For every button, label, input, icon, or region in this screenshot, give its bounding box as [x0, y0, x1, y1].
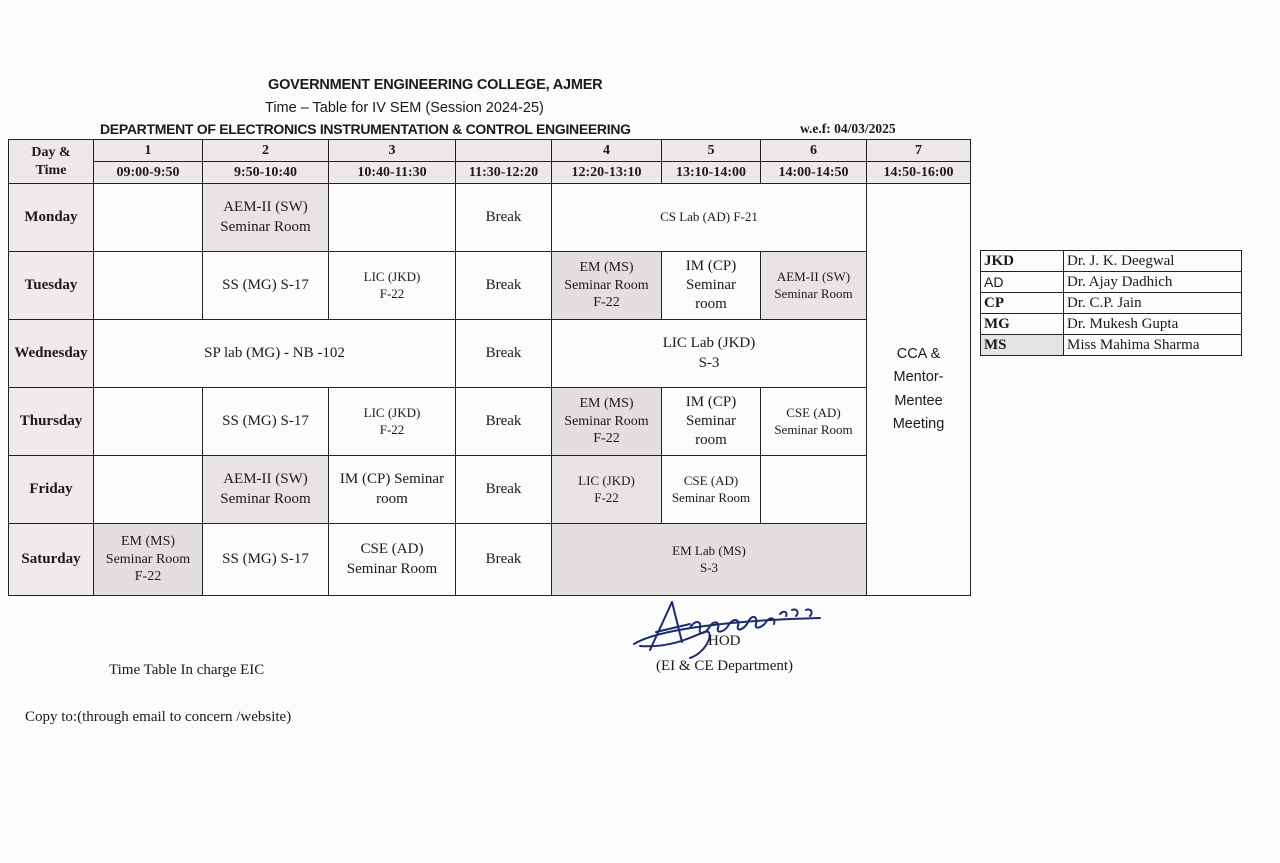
monday-p1: [94, 184, 203, 252]
thursday-p3: [329, 388, 456, 456]
subject: LIC Lab (JKD): [662, 335, 756, 352]
wednesday-lab: [552, 320, 867, 388]
wednesday-break: Break: [456, 320, 552, 388]
cca-line2: Mentor-: [893, 369, 944, 386]
wednesday-morning-lab: SP lab (MG) - NB -102: [94, 320, 456, 388]
tuesday-p3: [329, 252, 456, 320]
subject: IM (CP) Seminar: [339, 471, 445, 488]
subject: CSE (AD): [683, 472, 739, 488]
faculty-code: CP: [981, 293, 1064, 314]
period-time-2: 9:50-10:40: [203, 162, 329, 184]
monday-p3: [329, 184, 456, 252]
room: Seminar Room: [105, 551, 191, 567]
room: S-3: [699, 559, 719, 575]
faculty-code: MG: [981, 314, 1064, 335]
room: Seminar Room: [774, 421, 853, 437]
friday-p1: [94, 456, 203, 524]
faculty-code: MS: [981, 335, 1064, 356]
period-time-7: 14:50-16:00: [867, 162, 971, 184]
thursday-p4: [552, 388, 662, 456]
tuesday-p1: [94, 252, 203, 320]
room: Seminar Room: [220, 490, 311, 507]
room-code: F-22: [134, 569, 162, 585]
room: Seminar Room: [564, 413, 649, 429]
row-tuesday: [9, 252, 971, 320]
row-thursday: [9, 388, 971, 456]
legend-row: [981, 314, 1242, 335]
faculty-name: Dr. Ajay Dadhich: [1064, 272, 1242, 293]
subject: AEM-II (SW): [776, 268, 851, 284]
room: Seminar Room: [774, 285, 853, 301]
subject: IM (CP): [685, 393, 737, 410]
legend-row: [981, 335, 1242, 356]
period-num-5: 5: [662, 140, 761, 162]
monday-p2: [203, 184, 329, 252]
period-num-3: 3: [329, 140, 456, 162]
tuesday-p5: [662, 252, 761, 320]
period-time-6: 14:00-14:50: [761, 162, 867, 184]
room: Seminar: [686, 412, 736, 429]
subject: EM (MS): [579, 259, 634, 275]
room-2: room: [695, 296, 727, 313]
period-number-row: [9, 140, 971, 162]
period-num-6: 6: [761, 140, 867, 162]
room: Seminar Room: [564, 277, 649, 293]
subject: EM (MS): [579, 395, 634, 411]
period-time-break: 11:30-12:20: [456, 162, 552, 184]
room: Seminar Room: [346, 560, 438, 577]
room: S-3: [698, 354, 720, 371]
hod-department: (EI & CE Department): [656, 658, 794, 674]
saturday-p1: [94, 524, 203, 596]
effective-date: w.e.f: 04/03/2025: [800, 121, 896, 136]
friday-p3: [329, 456, 456, 524]
day-thursday: Thursday: [9, 388, 94, 456]
thursday-p5: [662, 388, 761, 456]
faculty-name: Miss Mahima Sharma: [1064, 335, 1242, 356]
friday-p4: [552, 456, 662, 524]
day-saturday: Saturday: [9, 524, 94, 596]
row-saturday: [9, 524, 971, 596]
friday-break: Break: [456, 456, 552, 524]
period-time-row: [9, 162, 971, 184]
timetable: [8, 139, 971, 596]
row-monday: [9, 184, 971, 252]
subject: AEM-II (SW): [223, 471, 308, 488]
saturday-lab: [552, 524, 867, 596]
room: F-22: [594, 489, 619, 505]
room: room: [376, 490, 408, 507]
saturday-p3: [329, 524, 456, 596]
thursday-p6: [761, 388, 867, 456]
subject: LIC (JKD): [363, 404, 421, 420]
legend-row: [981, 293, 1242, 314]
day-friday: Friday: [9, 456, 94, 524]
college-name: GOVERNMENT ENGINEERING COLLEGE, AJMER: [268, 77, 603, 93]
subject: CSE (AD): [786, 404, 841, 420]
corner-label-line2: Time: [35, 162, 67, 178]
subject: EM (MS): [120, 533, 176, 549]
monday-break: Break: [456, 184, 552, 252]
room: Seminar Room: [220, 218, 311, 235]
period-time-3: 10:40-11:30: [329, 162, 456, 184]
legend-row: [981, 272, 1242, 293]
department-name: DEPARTMENT OF ELECTRONICS INSTRUMENTATION & CONTROL ENGINEERING: [100, 121, 631, 137]
row-wednesday: [9, 320, 971, 388]
room-code: F-22: [593, 295, 620, 311]
period-time-5: 13:10-14:00: [662, 162, 761, 184]
faculty-code: AD: [981, 272, 1064, 293]
tuesday-break: Break: [456, 252, 552, 320]
tuesday-p2: SS (MG) S-17: [203, 252, 329, 320]
thursday-break: Break: [456, 388, 552, 456]
cca-line4: Meeting: [892, 415, 945, 432]
friday-p6: [761, 456, 867, 524]
period-time-4: 12:20-13:10: [552, 162, 662, 184]
day-tuesday: Tuesday: [9, 252, 94, 320]
faculty-name: Dr. Mukesh Gupta: [1064, 314, 1242, 335]
room: F-22: [379, 421, 405, 437]
day-wednesday: Wednesday: [9, 320, 94, 388]
period-num-1: 1: [94, 140, 203, 162]
corner-label-line1: Day &: [31, 144, 71, 160]
cca-line3: Mentee: [894, 392, 943, 409]
row-friday: [9, 456, 971, 524]
subject: LIC (JKD): [578, 472, 635, 488]
period-num-4: 4: [552, 140, 662, 162]
subject: EM Lab (MS): [672, 542, 746, 558]
day-monday: Monday: [9, 184, 94, 252]
subject: CSE (AD): [360, 541, 424, 558]
timetable-subtitle: Time – Table for IV SEM (Session 2024-25): [265, 100, 544, 116]
saturday-p2: SS (MG) S-17: [203, 524, 329, 596]
faculty-name: Dr. C.P. Jain: [1064, 293, 1242, 314]
subject: LIC (JKD): [363, 268, 421, 284]
room-2: room: [695, 432, 727, 449]
room: Seminar Room: [671, 489, 751, 505]
friday-p2: [203, 456, 329, 524]
cca-mentor-meeting: [867, 184, 971, 596]
monday-lab: CS Lab (AD) F-21: [552, 184, 867, 252]
thursday-p2: SS (MG) S-17: [203, 388, 329, 456]
tuesday-p4: [552, 252, 662, 320]
friday-p5: [662, 456, 761, 524]
period-num-7: 7: [867, 140, 971, 162]
room: F-22: [379, 285, 405, 301]
period-num-break: [456, 140, 552, 162]
timetable-incharge: Time Table In charge EIC: [109, 662, 265, 678]
period-time-1: 09:00-9:50: [94, 162, 203, 184]
faculty-legend: [980, 250, 1242, 356]
period-num-2: 2: [203, 140, 329, 162]
faculty-name: Dr. J. K. Deegwal: [1064, 251, 1242, 272]
thursday-p1: [94, 388, 203, 456]
subject: IM (CP): [685, 257, 737, 274]
copy-to-note: Copy to:(through email to concern /website): [25, 709, 292, 725]
faculty-code: JKD: [981, 251, 1064, 272]
hod-signature-icon: [620, 598, 840, 660]
hod-label: HOD: [708, 633, 741, 649]
saturday-break: Break: [456, 524, 552, 596]
tuesday-p6: [761, 252, 867, 320]
cca-line1: CCA &: [896, 346, 941, 363]
legend-row: [981, 251, 1242, 272]
subject: AEM-II (SW): [223, 199, 308, 216]
room-code: F-22: [593, 431, 620, 447]
corner-header: [9, 140, 94, 184]
room: Seminar: [686, 276, 736, 293]
